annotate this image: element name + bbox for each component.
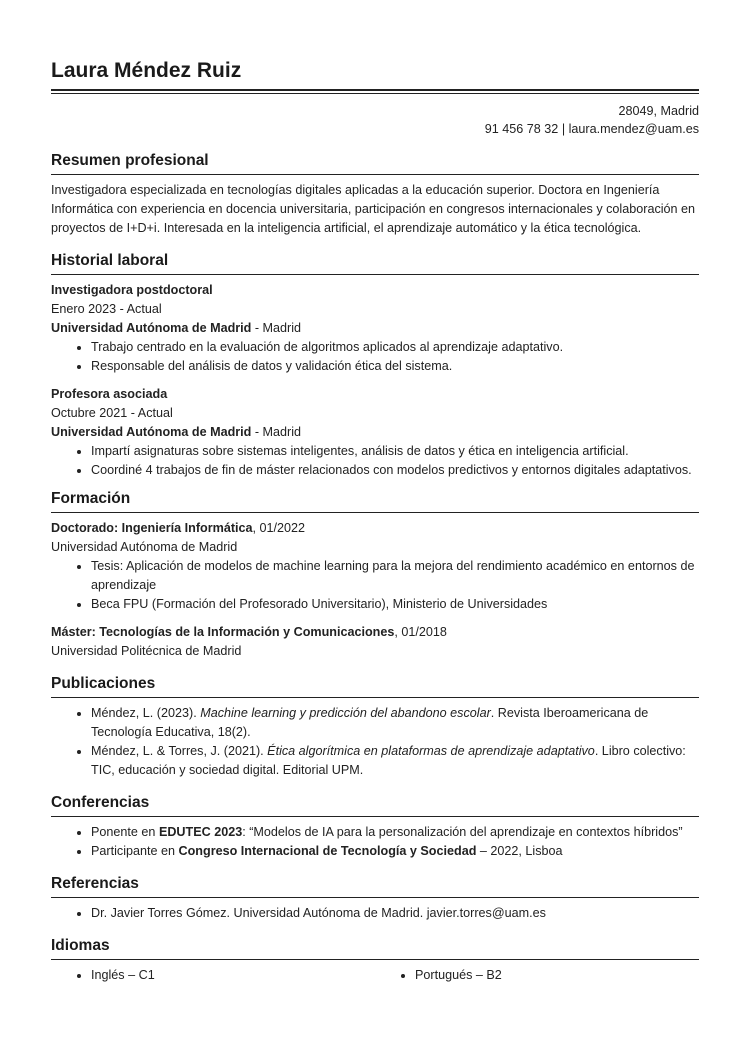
publications-list bbox=[51, 704, 699, 780]
school-name: Universidad Politécnica de Madrid bbox=[51, 644, 242, 658]
job-dates: Octubre 2021 - Actual bbox=[51, 406, 173, 420]
conference-role: Ponente en bbox=[91, 825, 159, 839]
summary-section bbox=[51, 151, 699, 238]
address: 28049, Madrid bbox=[618, 104, 699, 118]
job-employer-line bbox=[51, 319, 699, 338]
school-name: Universidad Autónoma de Madrid bbox=[51, 540, 238, 554]
conferences-title: Conferencias bbox=[51, 794, 150, 811]
degree-line bbox=[51, 519, 699, 538]
list-item: • Coordiné 4 trabajos de fin de máster relacionados con modelos predictivos y entornos digitales adaptativos. bbox=[91, 461, 699, 480]
summary-text: Investigadora especializada en tecnologías digitales aplicadas a la educación superior. Doctora en Ingeniería Informática con experiencia en docencia universitaria, participación en congresos internacionales y colaboración en proyectos de I+D+i. Interesada en la inteligencia artificial, el aprendizaje automático y la ética tecnológica. bbox=[51, 183, 696, 235]
list-item: • Responsable del análisis de datos y validación ética del sistema. bbox=[91, 357, 699, 376]
languages-column-right bbox=[375, 966, 699, 985]
job-employer: Universidad Autónoma de Madrid bbox=[51, 425, 252, 439]
languages-title: Idiomas bbox=[51, 937, 110, 954]
education-bullets bbox=[51, 557, 699, 614]
publication-authors: Méndez, L. (2023). bbox=[91, 706, 201, 720]
degree-date: , 01/2018 bbox=[394, 625, 447, 639]
languages-section bbox=[51, 936, 699, 985]
language-item: • Portugués – B2 bbox=[415, 966, 699, 985]
phone-email-line bbox=[51, 120, 699, 138]
job-dates: Enero 2023 - Actual bbox=[51, 302, 162, 316]
languages-list bbox=[51, 966, 699, 985]
education-entry bbox=[51, 519, 699, 614]
job-position: Profesora asociada bbox=[51, 387, 168, 401]
language-item: • Inglés – C1 bbox=[91, 966, 375, 985]
job-employer-line bbox=[51, 423, 699, 442]
job-bullets bbox=[51, 338, 699, 376]
degree-name: Doctorado: Ingeniería Informática bbox=[51, 521, 253, 535]
publication-title: Machine learning y predicción del abandono escolar bbox=[200, 706, 491, 720]
publication-source: . Libro colectivo: TIC, educación y sociedad digital. Editorial UPM. bbox=[91, 744, 686, 777]
summary-title: Resumen profesional bbox=[51, 152, 209, 169]
conference-item bbox=[91, 823, 699, 842]
job-employer: Universidad Autónoma de Madrid bbox=[51, 321, 252, 335]
conferences-section bbox=[51, 793, 699, 861]
conference-event: Congreso Internacional de Tecnología y Sociedad bbox=[178, 844, 477, 858]
list-item: • Beca FPU (Formación del Profesorado Universitario), Ministerio de Universidades bbox=[91, 595, 699, 614]
job-bullets bbox=[51, 442, 699, 480]
publications-title: Publicaciones bbox=[51, 675, 156, 692]
section-divider bbox=[51, 274, 699, 275]
conference-detail: – 2022, Lisboa bbox=[476, 844, 563, 858]
phone: 91 456 78 32 bbox=[484, 122, 559, 136]
degree-line bbox=[51, 623, 699, 642]
references-title: Referencias bbox=[51, 875, 139, 892]
conference-item bbox=[91, 842, 699, 861]
section-divider bbox=[51, 959, 699, 960]
section-divider bbox=[51, 897, 699, 898]
conferences-list bbox=[51, 823, 699, 861]
job-position: Investigadora postdoctoral bbox=[51, 283, 213, 297]
job-location: - Madrid bbox=[251, 425, 302, 439]
list-item: • Tesis: Aplicación de modelos de machine learning para la mejora del rendimiento académico en entornos de aprendizaje bbox=[91, 557, 699, 595]
languages-column-left bbox=[51, 966, 375, 985]
header-divider bbox=[51, 89, 699, 94]
publication-item bbox=[91, 704, 699, 742]
degree-name: Máster: Tecnologías de la Información y Comunicaciones bbox=[51, 625, 395, 639]
education-title: Formación bbox=[51, 490, 131, 507]
publications-section bbox=[51, 674, 699, 780]
work-section bbox=[51, 251, 699, 480]
email[interactable]: laura.mendez@uam.es bbox=[568, 122, 699, 136]
education-entry bbox=[51, 623, 699, 661]
section-divider bbox=[51, 174, 699, 175]
publication-item bbox=[91, 742, 699, 780]
section-divider bbox=[51, 697, 699, 698]
list-item: • Trabajo centrado en la evaluación de algoritmos aplicados al aprendizaje adaptativo. bbox=[91, 338, 699, 357]
conference-role: Participante en bbox=[91, 844, 179, 858]
conference-event: EDUTEC 2023 bbox=[158, 825, 243, 839]
publication-source: . Revista Iberoamericana de Tecnología Educativa, 18(2). bbox=[91, 706, 649, 739]
job-location: - Madrid bbox=[251, 321, 302, 335]
degree-date: , 01/2022 bbox=[252, 521, 306, 535]
list-item: • Impartí asignaturas sobre sistemas inteligentes, análisis de datos y ética en inteligencia artificial. bbox=[91, 442, 699, 461]
work-title: Historial laboral bbox=[51, 252, 169, 269]
job-entry bbox=[51, 281, 699, 376]
candidate-name: Laura Méndez Ruiz bbox=[51, 59, 242, 82]
reference-item: • Dr. Javier Torres Gómez. Universidad Autónoma de Madrid. javier.torres@uam.es bbox=[91, 904, 699, 923]
references-section bbox=[51, 874, 699, 923]
section-divider bbox=[51, 816, 699, 817]
contact-block bbox=[51, 102, 699, 138]
references-list bbox=[51, 904, 699, 923]
education-section bbox=[51, 489, 699, 661]
conference-detail: : “Modelos de IA para la personalización del aprendizaje en contextos híbridos” bbox=[242, 825, 683, 839]
section-divider bbox=[51, 512, 699, 513]
publication-title: Ética algorítmica en plataformas de aprendizaje adaptativo bbox=[267, 744, 595, 758]
publication-authors: Méndez, L. & Torres, J. (2021). bbox=[91, 744, 268, 758]
job-entry bbox=[51, 385, 699, 480]
contact-separator: | bbox=[558, 122, 569, 136]
